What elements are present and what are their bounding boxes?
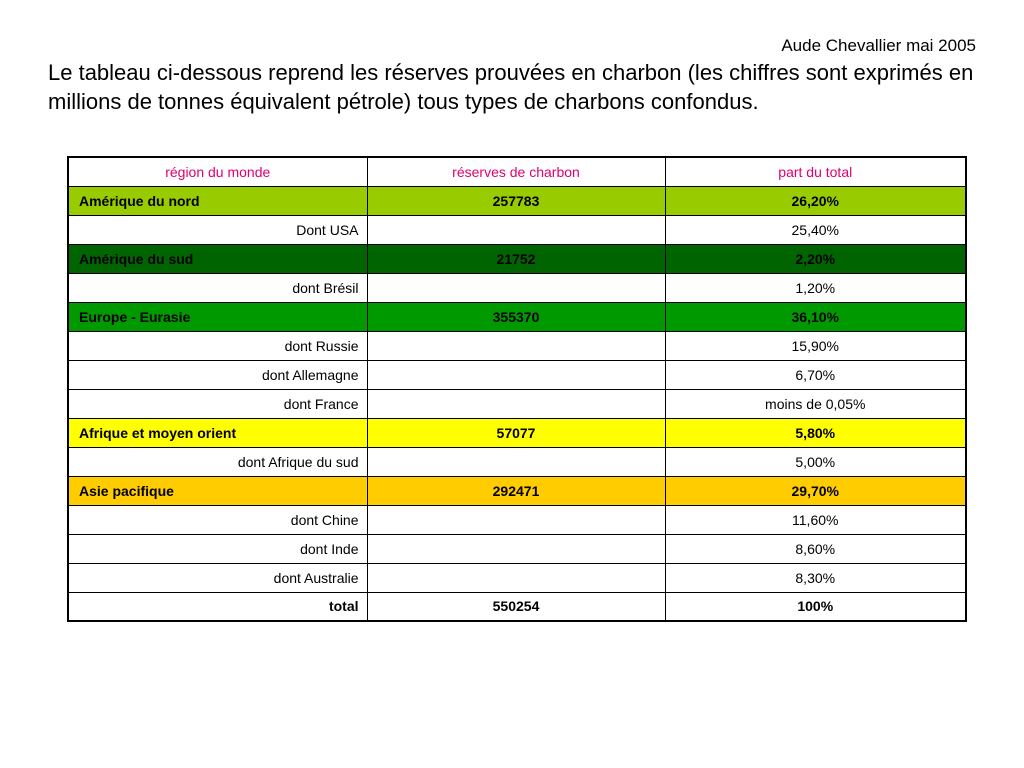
cell-reserves — [367, 360, 665, 389]
table-row-subregion — [68, 447, 966, 476]
coal-reserves-table — [67, 156, 967, 622]
cell-share: 1,20% — [665, 273, 966, 302]
cell-region-name: Amérique du nord — [68, 186, 367, 215]
cell-reserves — [367, 331, 665, 360]
author-date: Aude Chevallier mai 2005 — [781, 36, 976, 55]
cell-share: 11,60% — [665, 505, 966, 534]
cell-region-name: Europe - Eurasie — [68, 302, 367, 331]
intro-paragraph: Le tableau ci-dessous reprend les réserves prouvées en charbon (les chiffres sont exprimés en millions de tonnes équivalent pétrole) tous types de charbons confondus. — [48, 60, 974, 114]
cell-region-name: dont Australie — [68, 563, 367, 592]
table-row-subregion — [68, 389, 966, 418]
table-row-region — [68, 244, 966, 273]
cell-region-name: Amérique du sud — [68, 244, 367, 273]
cell-reserves — [367, 215, 665, 244]
table-header-row — [68, 157, 966, 186]
table-body — [68, 186, 966, 621]
cell-region-name: Asie pacifique — [68, 476, 367, 505]
table-row-subregion — [68, 360, 966, 389]
table-row-region — [68, 186, 966, 215]
cell-share: 15,90% — [665, 331, 966, 360]
table-row-subregion — [68, 563, 966, 592]
table-row-region — [68, 418, 966, 447]
cell-region-name: Afrique et moyen orient — [68, 418, 367, 447]
cell-reserves: 550254 — [367, 592, 665, 621]
header-share: part du total — [665, 157, 966, 186]
cell-region-name: dont Brésil — [68, 273, 367, 302]
cell-share: 2,20% — [665, 244, 966, 273]
table-row-region — [68, 302, 966, 331]
header-region: région du monde — [68, 157, 367, 186]
cell-share: 8,60% — [665, 534, 966, 563]
table-row-subregion — [68, 273, 966, 302]
cell-reserves: 355370 — [367, 302, 665, 331]
cell-reserves: 21752 — [367, 244, 665, 273]
cell-reserves: 57077 — [367, 418, 665, 447]
table-row-region — [68, 476, 966, 505]
cell-share: 5,00% — [665, 447, 966, 476]
table-row-subregion — [68, 331, 966, 360]
cell-share: 25,40% — [665, 215, 966, 244]
cell-region-name: dont Inde — [68, 534, 367, 563]
cell-share: 100% — [665, 592, 966, 621]
cell-share: 36,10% — [665, 302, 966, 331]
cell-region-name: total — [68, 592, 367, 621]
cell-share: 5,80% — [665, 418, 966, 447]
cell-share: 29,70% — [665, 476, 966, 505]
cell-reserves: 257783 — [367, 186, 665, 215]
cell-reserves — [367, 505, 665, 534]
cell-reserves — [367, 273, 665, 302]
cell-share: 6,70% — [665, 360, 966, 389]
cell-reserves — [367, 563, 665, 592]
cell-region-name: dont Afrique du sud — [68, 447, 367, 476]
cell-region-name: dont Allemagne — [68, 360, 367, 389]
cell-share: 8,30% — [665, 563, 966, 592]
cell-region-name: Dont USA — [68, 215, 367, 244]
cell-region-name: dont Chine — [68, 505, 367, 534]
cell-reserves — [367, 534, 665, 563]
cell-region-name: dont Russie — [68, 331, 367, 360]
header-reserves: réserves de charbon — [367, 157, 665, 186]
cell-reserves — [367, 389, 665, 418]
table-row-subregion — [68, 534, 966, 563]
table-row-subregion — [68, 505, 966, 534]
table-row-total — [68, 592, 966, 621]
cell-region-name: dont France — [68, 389, 367, 418]
cell-reserves: 292471 — [367, 476, 665, 505]
cell-share: moins de 0,05% — [665, 389, 966, 418]
table-row-subregion — [68, 215, 966, 244]
cell-reserves — [367, 447, 665, 476]
cell-share: 26,20% — [665, 186, 966, 215]
